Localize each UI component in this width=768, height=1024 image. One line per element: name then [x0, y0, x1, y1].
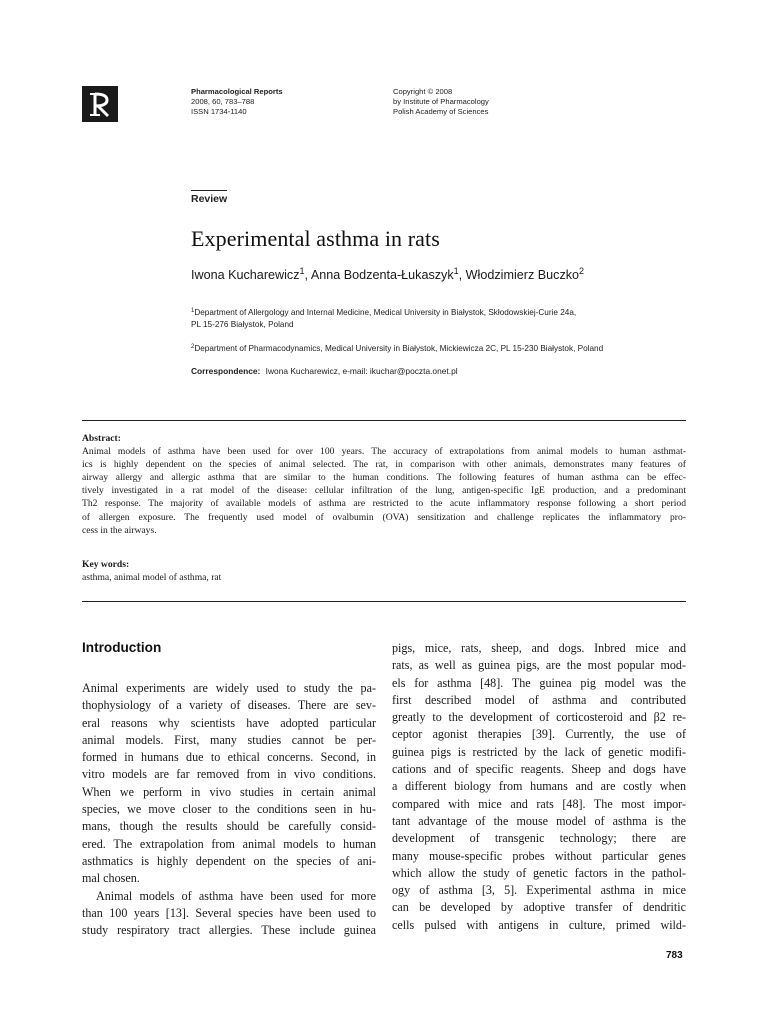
journal-info — [191, 87, 283, 117]
affiliation-text: Department of Pharmacodynamics, Medical University in Białystok, Mickiewicza 2C, PL 15-230 Białystok, Poland — [194, 344, 604, 353]
text-line: ered. The extrapolation from animal models to human — [82, 836, 376, 851]
author-name: Włodzimierz Buczko — [465, 268, 580, 282]
body-column-left — [82, 680, 376, 939]
publisher-line-2: Polish Academy of Sciences — [393, 107, 489, 116]
affiliation-text: PL 15-276 Białystok, Poland — [191, 320, 294, 329]
text-line: els for asthma [48]. The guinea pig model was the — [392, 675, 686, 690]
text-line: vitro models are far removed from in vivo conditions. — [82, 767, 376, 782]
author-separator: , — [304, 268, 311, 282]
abstract-heading: Abstract: — [82, 433, 121, 444]
text-line: formed in humans due to ethical concerns. Second, in — [82, 750, 376, 765]
abstract-line: Animal models of asthma have been used for over 100 years. The accuracy of extrapolations from animal models to human asthmat- — [82, 446, 686, 458]
text-line: species, we move closer to the conditions seen in hu- — [82, 802, 376, 817]
text-line: rats, as well as guinea pigs, are the most popular mod- — [392, 658, 686, 673]
journal-issn: ISSN 1734-1140 — [191, 107, 247, 116]
journal-issue: 2008, 60, 783–788 — [191, 97, 255, 106]
text-line: greatly to the development of corticosteroid and β2 re- — [392, 710, 686, 725]
text-line: Animal models of asthma have been used for more — [96, 888, 376, 903]
abstract-line: cess in the airways. — [82, 524, 157, 536]
text-line: development of transgenic technology; there are — [392, 831, 686, 846]
keywords — [82, 558, 686, 584]
text-line: thophysiology of a variety of diseases. There are sev- — [82, 698, 376, 713]
text-line: mans, though the results should be carefully consid- — [82, 819, 376, 834]
copyright-line: Copyright © 2008 — [393, 87, 453, 96]
divider-bottom — [82, 601, 686, 602]
paragraph — [82, 680, 376, 888]
author-affiliation-ref: 2 — [579, 266, 585, 276]
article-type-label: Review — [191, 190, 227, 205]
abstract-line: tively investigated in a rat model of the disease: cellular infiltration of the lung, antigen-specific IgE production, and a predominant — [82, 485, 686, 497]
text-line: than 100 years [13]. Several species have been used to — [82, 905, 376, 920]
author-name: Iwona Kucharewicz — [191, 268, 300, 282]
text-line: cations and of specific reagents. Sheep and dogs have — [392, 762, 686, 777]
text-line: ogy of asthma [3, 5]. Experimental asthma in mice — [392, 883, 686, 898]
paragraph — [82, 888, 376, 940]
correspondence-label: Correspondence: — [191, 366, 261, 376]
text-line: cells pulsed with antigens in culture, primed wild- — [392, 917, 686, 932]
correspondence — [191, 366, 458, 376]
abstract-line: ics is highly dependent on the species of animal selected. The rat, in comparison with other animals, demonstrates many features of — [82, 459, 686, 471]
abstract — [82, 432, 686, 537]
text-line: pigs, mice, rats, sheep, and dogs. Inbred mice and — [392, 641, 686, 655]
text-line: tant advantage of the mouse model of asthma is the — [392, 813, 686, 828]
page-number: 783 — [666, 950, 683, 961]
affiliation-number: 1 — [191, 308, 195, 314]
text-line: can be developed by adoptive transfer of dendritic — [392, 900, 686, 915]
text-line: asthmatics is highly dependent on the species of ani- — [82, 853, 376, 868]
affiliation-number: 2 — [191, 344, 195, 350]
text-line: animal models. First, many studies cannot be per- — [82, 732, 376, 747]
author-list — [191, 266, 584, 282]
text-line: compared with mice and rats [48]. The most impor- — [392, 796, 686, 811]
text-line: mal chosen. — [82, 871, 140, 886]
author-affiliation-ref: 1 — [453, 266, 459, 276]
correspondence-text: Iwona Kucharewicz, e-mail: ikuchar@poczta.onet.pl — [265, 366, 458, 376]
copyright-info — [393, 87, 489, 117]
text-line: eral reasons why scientists have adopted particular — [82, 715, 376, 730]
keywords-heading: Key words: — [82, 559, 130, 570]
abstract-line: airway allergy and allergic asthma that are similar to the human conditions. The following features of human asthma can be effec- — [82, 472, 686, 484]
text-line: which allow the study of genetic factors in the pathol- — [392, 865, 686, 880]
affiliation-1 — [191, 305, 576, 331]
journal-logo — [82, 86, 118, 122]
keywords-text: asthma, animal model of asthma, rat — [82, 572, 222, 584]
text-line: Animal experiments are widely used to study the pa- — [82, 681, 376, 695]
author-separator: , — [458, 268, 466, 282]
abstract-line: Th2 response. The majority of available models of asthma are restricted to the acute inflammatory response following a short period — [82, 498, 686, 510]
text-line: a different biology from humans and are costly when — [392, 779, 686, 794]
text-line: study respiratory tract allergies. These include guinea — [82, 923, 376, 938]
abstract-line: of allergen exposure. The frequently used model of ovalbumin (OVA) sensitization and challenge replicates the inflammatory pro- — [82, 511, 686, 523]
paragraph — [392, 640, 686, 934]
text-line: guinea pigs is restricted by the lack of genetic modifi- — [392, 744, 686, 759]
author-affiliation-ref: 1 — [299, 266, 305, 276]
article-title: Experimental asthma in rats — [191, 226, 440, 251]
body-column-right — [392, 640, 686, 934]
publisher-line-1: by Institute of Pharmacology — [393, 97, 489, 106]
text-line: many mouse-specific probes without particular genes — [392, 848, 686, 863]
divider-top — [82, 420, 686, 421]
text-line: first described model of asthma and contributed — [392, 692, 686, 707]
section-heading-introduction: Introduction — [82, 640, 162, 655]
affiliation-2 — [191, 341, 603, 355]
text-line: When we perform in vivo studies in certain animal — [82, 784, 376, 799]
author-name: Anna Bodzenta-Łukaszyk — [310, 268, 454, 282]
journal-name: Pharmacological Reports — [191, 87, 283, 96]
text-line: ceptor agonist therapies [39]. Currently, the use of — [392, 727, 686, 742]
affiliation-text: Department of Allergology and Internal Medicine, Medical University in Białystok, Skłodowskiej-Curie 24a, — [194, 308, 577, 317]
